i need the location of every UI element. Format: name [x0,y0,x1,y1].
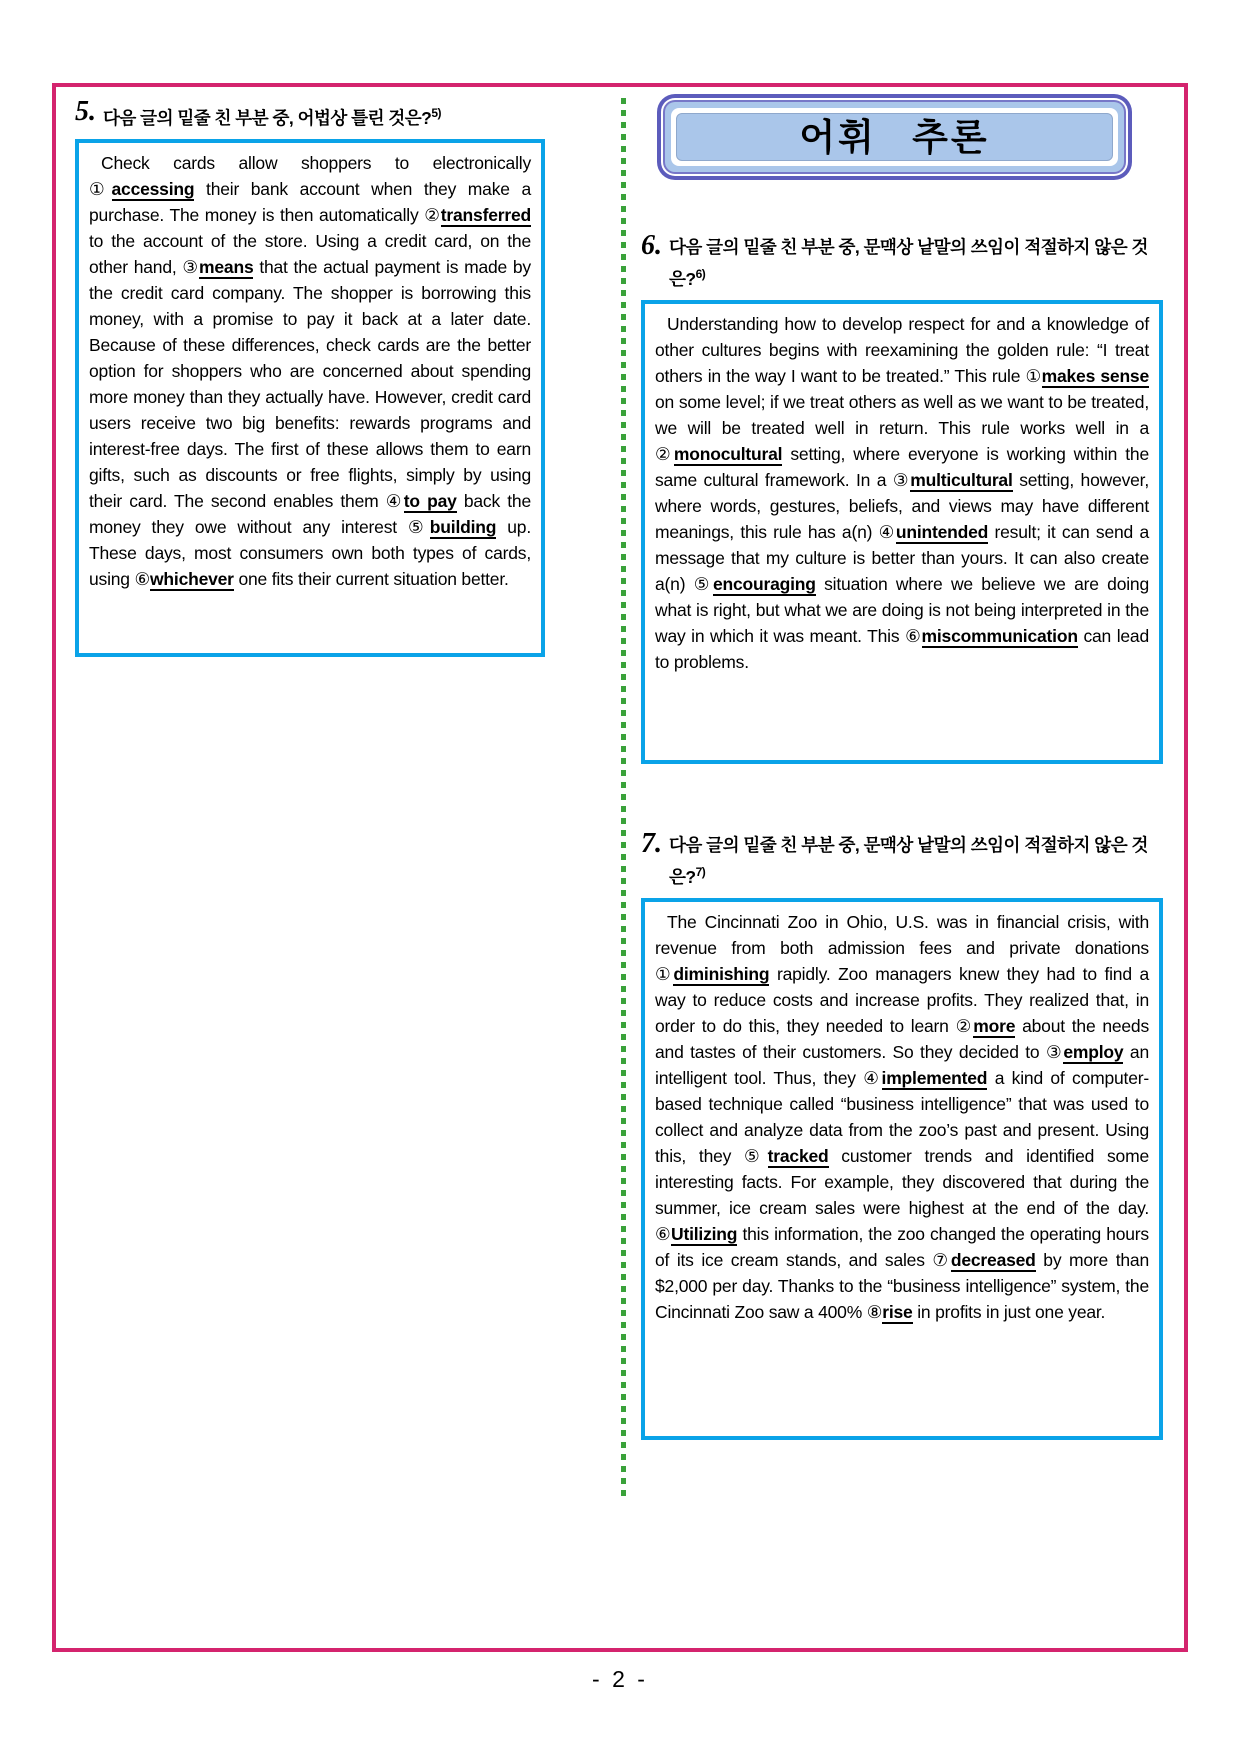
question-footnote: 6) [695,267,706,281]
question-prompt [669,232,1163,293]
section-title: 어휘 추론 [799,116,990,158]
passage-text: ① [655,963,674,984]
section-banner [657,94,1132,180]
passage-text: rapidly. Zoo managers knew they had to find a way to reduce costs and increase profits. They realized that, in order to do this, they needed to learn [655,963,1149,1036]
passage-text: ⑦ [932,1249,951,1270]
passage-text: ④ [878,521,896,542]
passage-text: by more than $2,000 per day. Thanks to the “business intelligence” system, the Cincinnati Zoo saw a 400% [655,1249,1149,1322]
underlined-choice: decreased [950,1249,1036,1270]
passage-text: about the needs and tastes of their customers. So they decided to [655,1015,1150,1062]
section-banner-ring [661,98,1128,176]
passage-text: ⑥ [905,625,922,646]
passage-text: setting, where everyone is working within the same cultural framework. In a [655,443,1149,490]
column-divider [621,98,626,1498]
question-5 [75,98,545,657]
question-prompt-text: 다음 글의 밑줄 친 부분 중, 문맥상 낱말의 쓰임이 적절하지 않은 것은? [669,237,1148,289]
passage-text: ⑥ [655,1223,672,1244]
question-prompt [669,830,1163,891]
passage-text: ② [655,443,674,464]
left-column [75,98,545,657]
question-6-heading [641,232,1163,293]
question-prompt-text: 다음 글의 밑줄 친 부분 중, 문맥상 낱말의 쓰임이 적절하지 않은 것은? [669,834,1148,887]
underlined-choice: Utilizing [671,1223,738,1244]
question-number: 5. [75,96,96,127]
passage-text: ⑧ [866,1301,883,1322]
section-banner-ring [671,108,1118,166]
passage-text: up. These days, most consumers own both types of cards, using [89,516,531,589]
question-7-passage [641,898,1163,1440]
passage-text: in profits in just one year. [912,1301,1106,1322]
question-prompt-text: 다음 글의 밑줄 친 부분 중, 어법상 틀린 것은? [103,107,432,128]
underlined-choice: accessing [111,178,195,199]
question-5-passage [75,139,545,657]
underlined-choice: whichever [150,568,234,589]
passage-text: situation where we believe we are doing what is right, but what we are doing is not being interpreted in the way in which it was meant. This [655,573,1149,646]
question-number: 7. [641,827,662,859]
passage-text: ④ [385,490,404,511]
question-number: 6. [641,230,662,261]
question-footnote: 7) [695,864,706,879]
passage-text: ⑤ [744,1145,768,1166]
underlined-choice: diminishing [673,963,770,984]
passage-text: The Cincinnati Zoo in Ohio, U.S. was in financial crisis, with revenue from both admission fees and private donations [655,911,1149,958]
passage-text: ② [955,1015,974,1036]
underlined-choice: encouraging [712,573,816,594]
question-7-heading [641,827,1163,891]
question-5-heading [75,98,545,132]
underlined-choice: building [429,516,497,537]
underlined-choice: employ [1063,1041,1124,1062]
underlined-choice: monocultural [673,443,783,464]
passage-text: ① [89,178,112,199]
passage-text: Check cards allow shoppers to electronically [101,152,531,173]
underlined-choice: unintended [895,521,989,542]
passage-text: can lead to problems. [655,625,1149,672]
question-7 [641,827,1163,1440]
passage-text: Understanding how to develop respect for and a knowledge of other cultures begins with reexamining the golden rule: “I treat others in the way I want to be treated.” This rule [655,313,1149,386]
passage-text: ③ [182,256,200,277]
section-banner-ring [665,102,1124,172]
underlined-choice: rise [882,1301,913,1322]
page-number: - 2 - [592,1666,648,1692]
passage-text: ⑤ [407,516,430,537]
passage-text: ② [424,204,441,225]
passage-text: ④ [863,1067,882,1088]
passage-text: one fits their current situation better. [233,568,509,589]
passage-text: ③ [1045,1041,1064,1062]
section-banner-inner [676,113,1113,161]
underlined-choice: more [973,1015,1016,1036]
question-6-passage [641,300,1163,764]
underlined-choice: tracked [767,1145,829,1166]
right-column [641,94,1163,1440]
passage-text: this information, the zoo changed the operating hours of its ice cream stands, and sales [655,1223,1149,1270]
passage-text: ⑤ [693,573,713,594]
passage-text: result; it can send a message that my culture is better than yours. It can also create a(n) [655,521,1149,594]
question-prompt [103,98,441,132]
underlined-choice: to pay [403,490,457,511]
passage-text: back the money they owe without any interest [89,490,531,537]
passage-text: ⑥ [134,568,150,589]
section-banner-ring [663,100,1126,174]
passage-text: on some level; if we treat others as well as we want to be treated, we will be treated well in return. This rule works well in a [655,391,1149,438]
passage-text: a kind of computer-based technique called “business intelligence” that was used to collect and analyze data from the zoo’s past and present. Using this, they [655,1067,1149,1166]
passage-text: customer trends and identified some interesting facts. For example, they discovered that during the summer, ice cream sales were highest at the end of the day. [655,1145,1149,1218]
passage-text: that the actual payment is made by the credit card company. The shopper is borrowing this money, with a promise to pay it back at a later date. Because of these differences, check cards are the better option for shoppers who are concerned about spending more money than they actually have. However, credit card users receive two big benefits: rewards programs and interest-free days. The first of these allows them to earn gifts, such as discounts or free flights, simply by using their card. The second enables them [89,256,531,511]
passage-text: ① [1025,365,1042,386]
underlined-choice: multicultural [910,469,1013,490]
underlined-choice: means [199,256,254,277]
passage-text: an intelligent tool. Thus, they [655,1041,1149,1088]
underlined-choice: implemented [881,1067,988,1088]
passage-text: setting, however, where words, gestures, beliefs, and views may have different meanings, this rule has a(n) [655,469,1150,542]
question-6 [641,232,1163,764]
passage-text: their bank account when they make a purchase. The money is then automatically [89,178,531,225]
question-footnote: 5) [431,106,442,120]
underlined-choice: transferred [440,204,531,225]
passage-text: to the account of the store. Using a credit card, on the other hand, [89,230,531,277]
underlined-choice: makes sense [1041,365,1149,386]
passage-text: ③ [892,469,911,490]
underlined-choice: miscommunication [921,625,1078,646]
